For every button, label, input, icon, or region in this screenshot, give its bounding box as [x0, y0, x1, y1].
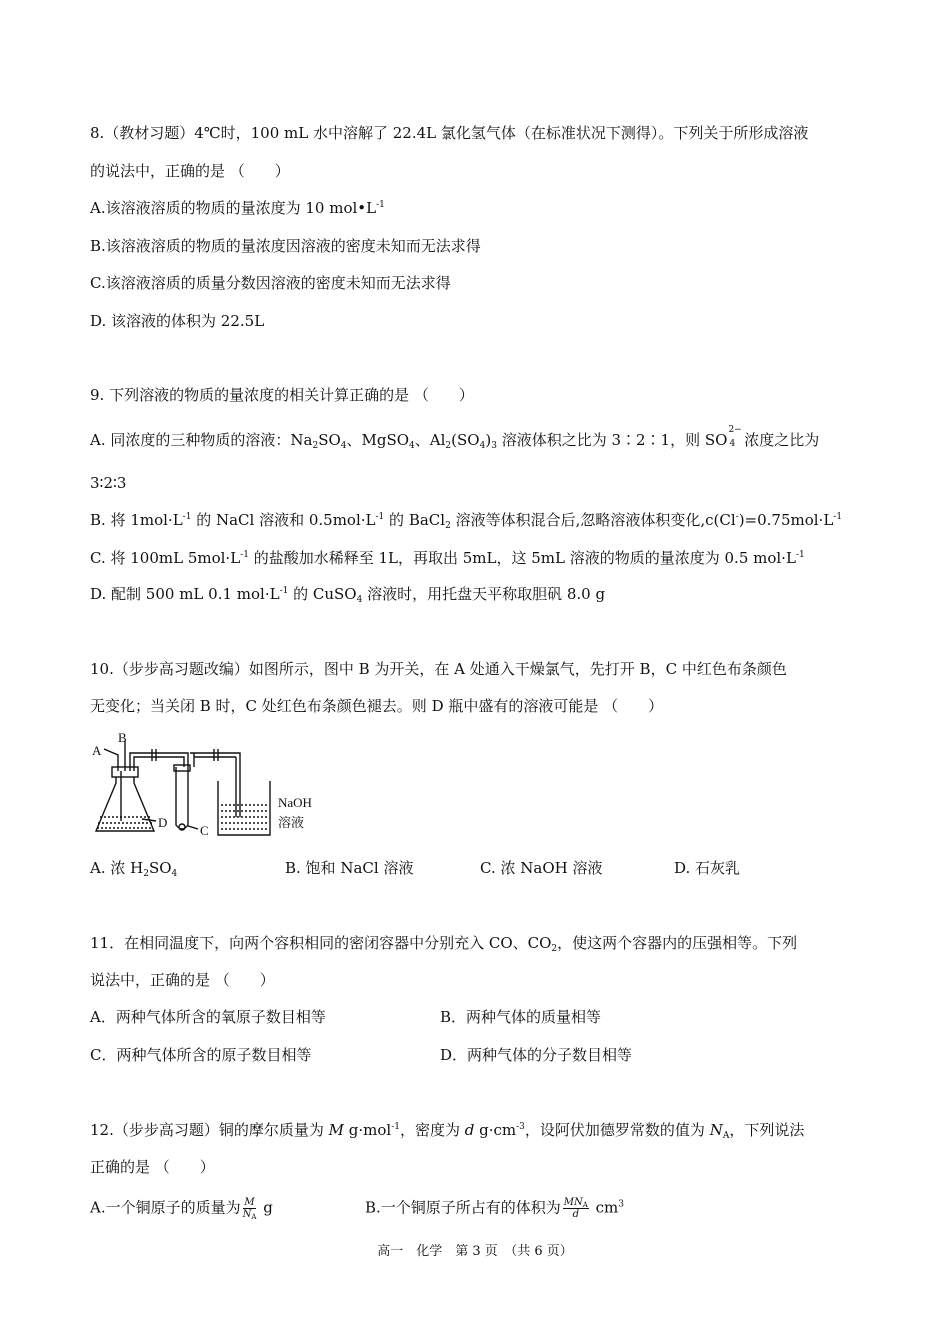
sulfate-ion-notation: 2− 4 [728, 425, 742, 449]
q9-option-c: C. 将 100mL $5mol\cdot L^{-1}$ 的盐酸加水稀释至 1L，再取出 5mL，这 5mL 溶液的物质的量浓度为 0.5 $mol\cdot L^{-1}$ [90, 549, 805, 567]
q9-stem: 9. 下列溶液的物质的量浓度的相关计算正确的是 （ ） [90, 386, 474, 404]
q9-option-d: D. 配制 500 mL 0.1 $mol\cdot L^{-1}$ 的 CuSO$_4$ 溶液时，用托盘天平称取胆矾 8.0 g [90, 585, 606, 605]
q11-option-c: C．两种气体所含的原子数目相等 [90, 1046, 312, 1064]
beaker-naoh [218, 781, 270, 835]
fraction-mna-over-d: $\frac{MN_A}{d}$ [563, 1197, 588, 1220]
q12-stem-line2: 正确的是 （ ） [90, 1158, 215, 1176]
q8-option-c: C.该溶液溶质的质量分数因溶液的密度未知而无法求得 [90, 274, 451, 292]
q10-option-b: B. 饱和 NaCl 溶液 [285, 859, 414, 877]
q8-stem-line2: 的说法中，正确的是 （ ） [90, 162, 290, 180]
q9-option-a: A. 同浓度的三种物质的溶液：$Na_2SO_4$、MgSO$_4$、$Al_2(SO_4)_3$ 溶液体积之比为 3∶2∶1，则 SO 2− 4 浓度之比为 [90, 425, 820, 451]
label-naoh: NaOH [278, 795, 312, 810]
test-tube-c [176, 767, 188, 829]
inlet-tube-a [104, 749, 118, 771]
q10-option-c: C. 浓 NaOH 溶液 [480, 859, 603, 877]
page-footer: 高一 化学 第 3 页 （共 6 页） [377, 1244, 573, 1259]
q11-option-d: D．两种气体的分子数目相等 [440, 1046, 633, 1064]
q8-option-a-sup: -1 [376, 200, 385, 210]
q11-option-a: A．两种气体所含的氧原子数目相等 [90, 1008, 326, 1026]
q8-option-d: D. 该溶液的体积为 22.5L [90, 312, 265, 330]
label-b: B [118, 731, 127, 745]
q12-stem-line1: 12.（步步高习题）铜的摩尔质量为 M g·mol$^{-1}$，密度为 d $g\cdot cm^{-3}$，设阿伏加德罗常数的值为 $N_A$，下列说法 [90, 1121, 805, 1141]
q8-option-a-text: A.该溶液溶质的物质的量浓度为 10 mol•L [90, 199, 377, 217]
apparatus-diagram [90, 731, 340, 841]
q9-option-a-line2: 3∶2∶3 [90, 474, 127, 492]
q10-option-d: D. 石灰乳 [674, 859, 741, 877]
q10-stem-line1: 10.（步步高习题改编）如图所示，图中 B 为开关，在 A 处通入干燥氯气，先打开 B，C 中红色布条颜色 [90, 660, 787, 678]
conical-flask-d [96, 777, 154, 831]
label-solution: 溶液 [278, 815, 305, 830]
q12-option-a: A.一个铜原子的质量为 $\frac{M}{N_A}$ g [90, 1197, 273, 1221]
q11-stem-line1: 11．在相同温度下，向两个容积相同的密闭容器中分别充入 CO、$CO_2$，使这两个容器内的压强相等。下列 [90, 934, 798, 954]
q8-stem-line1: 8.（教材习题）4℃时，100 mL 水中溶解了 22.4L 氯化氢气体（在标准状况下测得）。下列关于所形成溶液 [90, 124, 809, 142]
label-d: D [158, 815, 168, 830]
q9-option-b: B. 将 $1mol\cdot L^{-1}$ 的 NaCl 溶液和 $0.5mol\cdot L^{-1}$ 的 BaCl$_2$ 溶液等体积混合后,忽略溶液体积变化$,c(Cl^-)=0.75mol\cdot L^{-1}$ [90, 511, 843, 531]
q8-option-b: B.该溶液溶质的物质的量浓度因溶液的密度未知而无法求得 [90, 237, 481, 255]
q11-stem-line2: 说法中，正确的是 （ ） [90, 971, 275, 989]
q11-option-b: B．两种气体的质量相等 [440, 1008, 602, 1026]
q12-option-b: B.一个铜原子所占有的体积为 $\frac{MN_A}{d}$ $cm^3$ [365, 1197, 624, 1220]
label-a: A [92, 743, 102, 758]
q8-option-a [90, 198, 385, 218]
q10-stem-line2: 无变化；当关闭 B 时，C 处红色布条颜色褪去。则 D 瓶中盛有的溶液可能是 （ ） [90, 697, 664, 715]
label-c: C [200, 823, 209, 838]
fraction-m-over-na: $\frac{M}{N_A}$ [242, 1197, 257, 1221]
q10-option-a: A. 浓 $H_2SO_4$ [90, 859, 178, 879]
